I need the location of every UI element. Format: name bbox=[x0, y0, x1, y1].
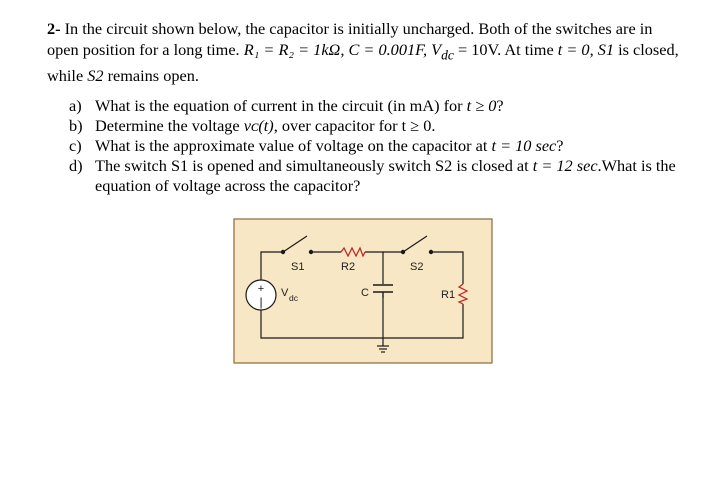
part-text: What is the equation of current in the circuit (in mA) for bbox=[95, 96, 463, 116]
label-vdc: V bbox=[281, 287, 289, 299]
voltage-value: = 10V. bbox=[453, 40, 502, 59]
label-c: C bbox=[361, 287, 369, 299]
part-math: t = 12 sec bbox=[532, 156, 598, 176]
voltage-symbol: V bbox=[431, 40, 442, 59]
part-math: t = 10 sec bbox=[491, 136, 557, 156]
part-text: What is the approximate value of voltage on the capacitor at bbox=[95, 136, 488, 156]
intro-text-2: At time bbox=[504, 40, 554, 59]
question-part bbox=[69, 96, 687, 116]
switch-s1-ref: S1 bbox=[597, 40, 615, 59]
label-r2: R2 bbox=[341, 261, 356, 273]
time-equation: t = 0, bbox=[557, 40, 594, 59]
question-part bbox=[69, 136, 687, 156]
dc-source-symbol bbox=[246, 280, 276, 310]
part-label: c) bbox=[69, 136, 82, 156]
circuit-svg bbox=[233, 218, 493, 364]
part-label: d) bbox=[69, 156, 83, 176]
part-math: t ≥ 0 bbox=[466, 96, 497, 116]
part-tail: ? bbox=[496, 96, 504, 116]
label-vdc-sub: dc bbox=[289, 293, 298, 303]
question-part bbox=[69, 116, 687, 136]
label-r1: R1 bbox=[441, 289, 456, 301]
intro-text-3: is closed, while bbox=[47, 40, 679, 86]
svg-text:|: | bbox=[259, 295, 263, 309]
part-tail: .What is the equation of voltage across the capacitor? bbox=[95, 156, 676, 196]
part-tail: , over capacitor for t ≥ 0. bbox=[273, 116, 436, 136]
question-part bbox=[69, 156, 687, 196]
problem-intro bbox=[47, 18, 687, 86]
label-s2: S2 bbox=[410, 261, 424, 273]
part-text: Determine the voltage bbox=[95, 116, 240, 136]
label-s1: S1 bbox=[291, 261, 305, 273]
problem-number: 2- bbox=[47, 19, 61, 38]
circuit-diagram bbox=[233, 218, 493, 364]
intro-text-4: remains open. bbox=[107, 66, 199, 86]
part-text: The switch S1 is opened and simultaneously switch S2 is closed at bbox=[95, 156, 529, 176]
capacitor-equation: C = 0.001F, bbox=[348, 40, 428, 59]
intro-text-1: In the circuit shown below, the capacitor is initially uncharged. Both of the switches are in open position for a long time. bbox=[47, 19, 653, 59]
voltage-subscript: dc bbox=[441, 47, 454, 63]
problem-text bbox=[47, 18, 687, 196]
question-parts bbox=[47, 96, 687, 196]
svg-text:+: + bbox=[257, 283, 265, 295]
resistor-equation: R₁ = R₂ = 1kΩ, bbox=[243, 40, 345, 59]
part-tail: ? bbox=[556, 136, 564, 156]
switch-s2-ref: S2 bbox=[87, 66, 104, 86]
part-math: vᴄ(t) bbox=[243, 116, 274, 136]
part-label: b) bbox=[69, 116, 83, 136]
part-label: a) bbox=[69, 96, 82, 116]
